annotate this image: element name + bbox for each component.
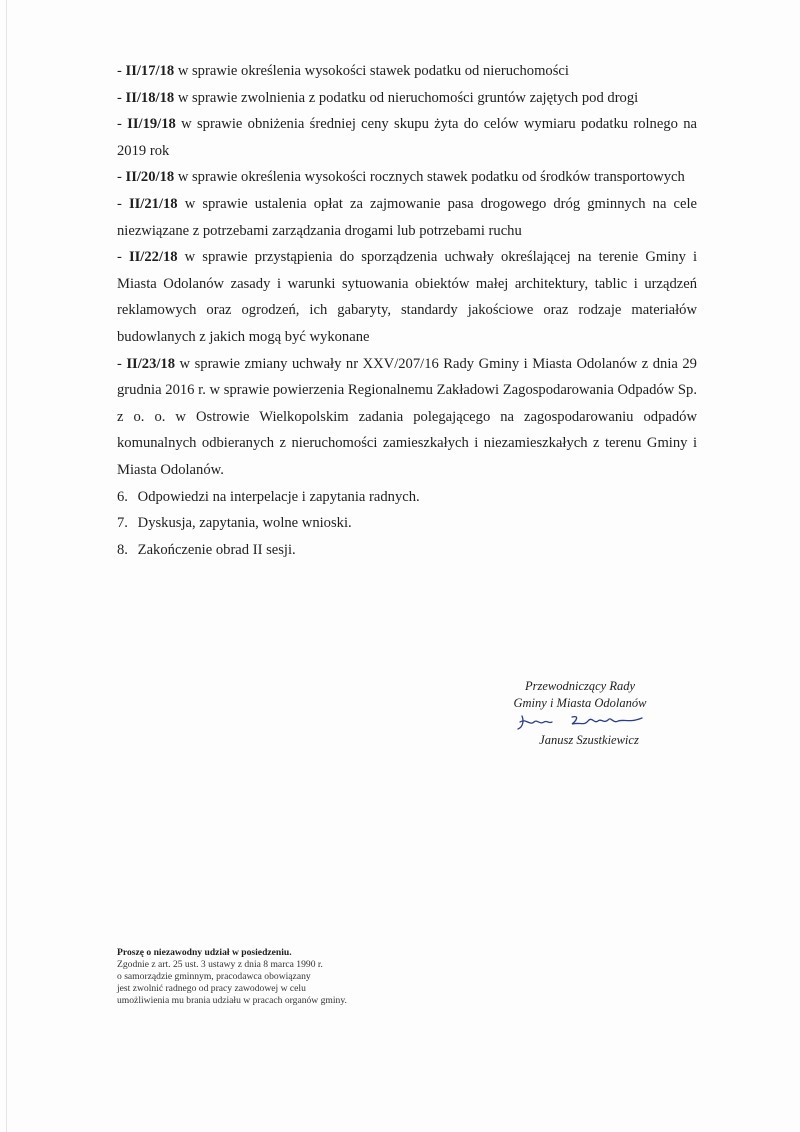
- resolution-text: w sprawie ustalenia opłat za zajmowanie pasa drogowego dróg gminnych na cele niezwiązane z potrzebami zarządzania drogami lub potrzebami ruchu: [117, 195, 697, 239]
- footnote-line: Zgodnie z art. 25 ust. 3 ustawy z dnia 8 marca 1990 r.: [117, 959, 323, 970]
- agenda-text: Odpowiedzi na interpelacje i zapytania radnych.: [137, 488, 420, 505]
- agenda-number: 8.: [117, 541, 128, 558]
- signature-block: [490, 678, 670, 749]
- footnote-line: o samorządzie gminnym, pracodawca obowiązany: [117, 971, 311, 982]
- resolution-text: w sprawie określenia wysokości rocznych stawek podatku od środków transportowych: [174, 169, 685, 186]
- resolution-item: - II/22/18 w sprawie przystąpienia do sporządzenia uchwały określającej na terenie Gminy i Miasta Odolanów zasady i warunki sytuowania obiektów małej architektury, tablic i urządzeń reklamowych oraz ogrodzeń, ich gabaryty, standardy jakościowe oraz rodzaje materiałów budowlanych z jakich mogą być wykonane: [117, 249, 697, 345]
- agenda-number: 7.: [117, 515, 128, 532]
- resolution-code: II/18/18: [125, 89, 175, 106]
- resolution-item: - II/19/18 w sprawie obniżenia średniej ceny skupu żyta do celów wymiaru podatku rolnego na 2019 rok: [117, 116, 698, 159]
- resolution-text: w sprawie obniżenia średniej ceny skupu żyta do celów wymiaru podatku rolnego na 2019 rok: [117, 116, 698, 159]
- signature-role: Przewodniczący Rady: [524, 679, 636, 693]
- resolution-text: w sprawie zmiany uchwały nr XXV/207/16 Rady Gminy i Miasta Odolanów z dnia 29 grudnia 2016 r. w sprawie powierzenia Regionalnemu Zakładowi Zagospodarowania Odpadów Sp. z o. o. w Ostrowie Wielkopolskim zadania polegającego na zagospodarowaniu odpadów komunalnych odbieranych z nieruchomości zamieszkałych i niezamieszkałych z terenu Gminy i Miasta Odolanów.: [117, 355, 697, 478]
- resolution-item: - II/18/18 w sprawie zwolnienia z podatku od nieruchomości gruntów zajętych pod drogi: [117, 89, 639, 106]
- footnote-line: jest zwolnić radnego od pracy zawodowej w celu: [117, 983, 306, 994]
- agenda-text: Dyskusja, zapytania, wolne wnioski.: [137, 515, 352, 532]
- footnote: [117, 947, 377, 1007]
- resolution-item: - II/21/18 w sprawie ustalenia opłat za zajmowanie pasa drogowego dróg gminnych na cele niezwiązane z potrzebami zarządzania drogami lub potrzebami ruchu: [117, 195, 697, 239]
- resolution-item: - II/23/18 w sprawie zmiany uchwały nr XXV/207/16 Rady Gminy i Miasta Odolanów z dnia 29 grudnia 2016 r. w sprawie powierzenia Regionalnemu Zakładowi Zagospodarowania Odpadów Sp. z o. o. w Ostrowie Wielkopolskim zadania polegającego na zagospodarowaniu odpadów komunalnych odbieranych z nieruchomości zamieszkałych i niezamieszkałych z terenu Gminy i Miasta Odolanów.: [117, 355, 697, 478]
- resolution-code: II/22/18: [128, 249, 178, 266]
- resolution-code: II/21/18: [128, 195, 178, 212]
- resolution-code: II/19/18: [127, 116, 176, 133]
- footnote-title: Proszę o niezawodny udział w posiedzeniu.: [117, 947, 292, 958]
- signature-organization: Gminy i Miasta Odolanów: [513, 696, 647, 710]
- agenda-item: [117, 484, 697, 511]
- resolution-code: II/20/18: [125, 169, 175, 186]
- resolution-text: w sprawie zwolnienia z podatku od nieruchomości gruntów zajętych pod drogi: [174, 89, 639, 106]
- handwritten-signature: [510, 712, 650, 732]
- resolution-code: II/17/18: [125, 63, 175, 79]
- resolution-code: II/23/18: [126, 355, 176, 372]
- page-edge: [6, 0, 7, 1132]
- resolution-item: - II/17/18 w sprawie określenia wysokości stawek podatku od nieruchomości: [117, 63, 569, 79]
- agenda-number: 6.: [117, 488, 128, 505]
- footnote-line: umożliwienia mu brania udziału w pracach organów gminy.: [117, 995, 347, 1006]
- agenda-content: [117, 58, 697, 563]
- resolution-text: w sprawie określenia wysokości stawek podatku od nieruchomości: [174, 63, 569, 79]
- resolution-text: w sprawie przystąpienia do sporządzenia uchwały określającej na terenie Gminy i Miasta Odolanów zasady i warunki sytuowania obiektów małej architektury, tablic i urządzeń reklamowych oraz ogrodzeń, ich gabaryty, standardy jakościowe oraz rodzaje materiałów budowlanych z jakich mogą być wykonane: [117, 249, 697, 345]
- agenda-item: [117, 537, 697, 564]
- agenda-list: [117, 484, 697, 564]
- signatory-name: Janusz Szustkiewicz: [539, 733, 639, 747]
- agenda-item: [117, 510, 697, 537]
- agenda-text: Zakończenie obrad II sesji.: [137, 541, 296, 558]
- resolution-item: - II/20/18 w sprawie określenia wysokości rocznych stawek podatku od środków transportowych: [117, 169, 685, 186]
